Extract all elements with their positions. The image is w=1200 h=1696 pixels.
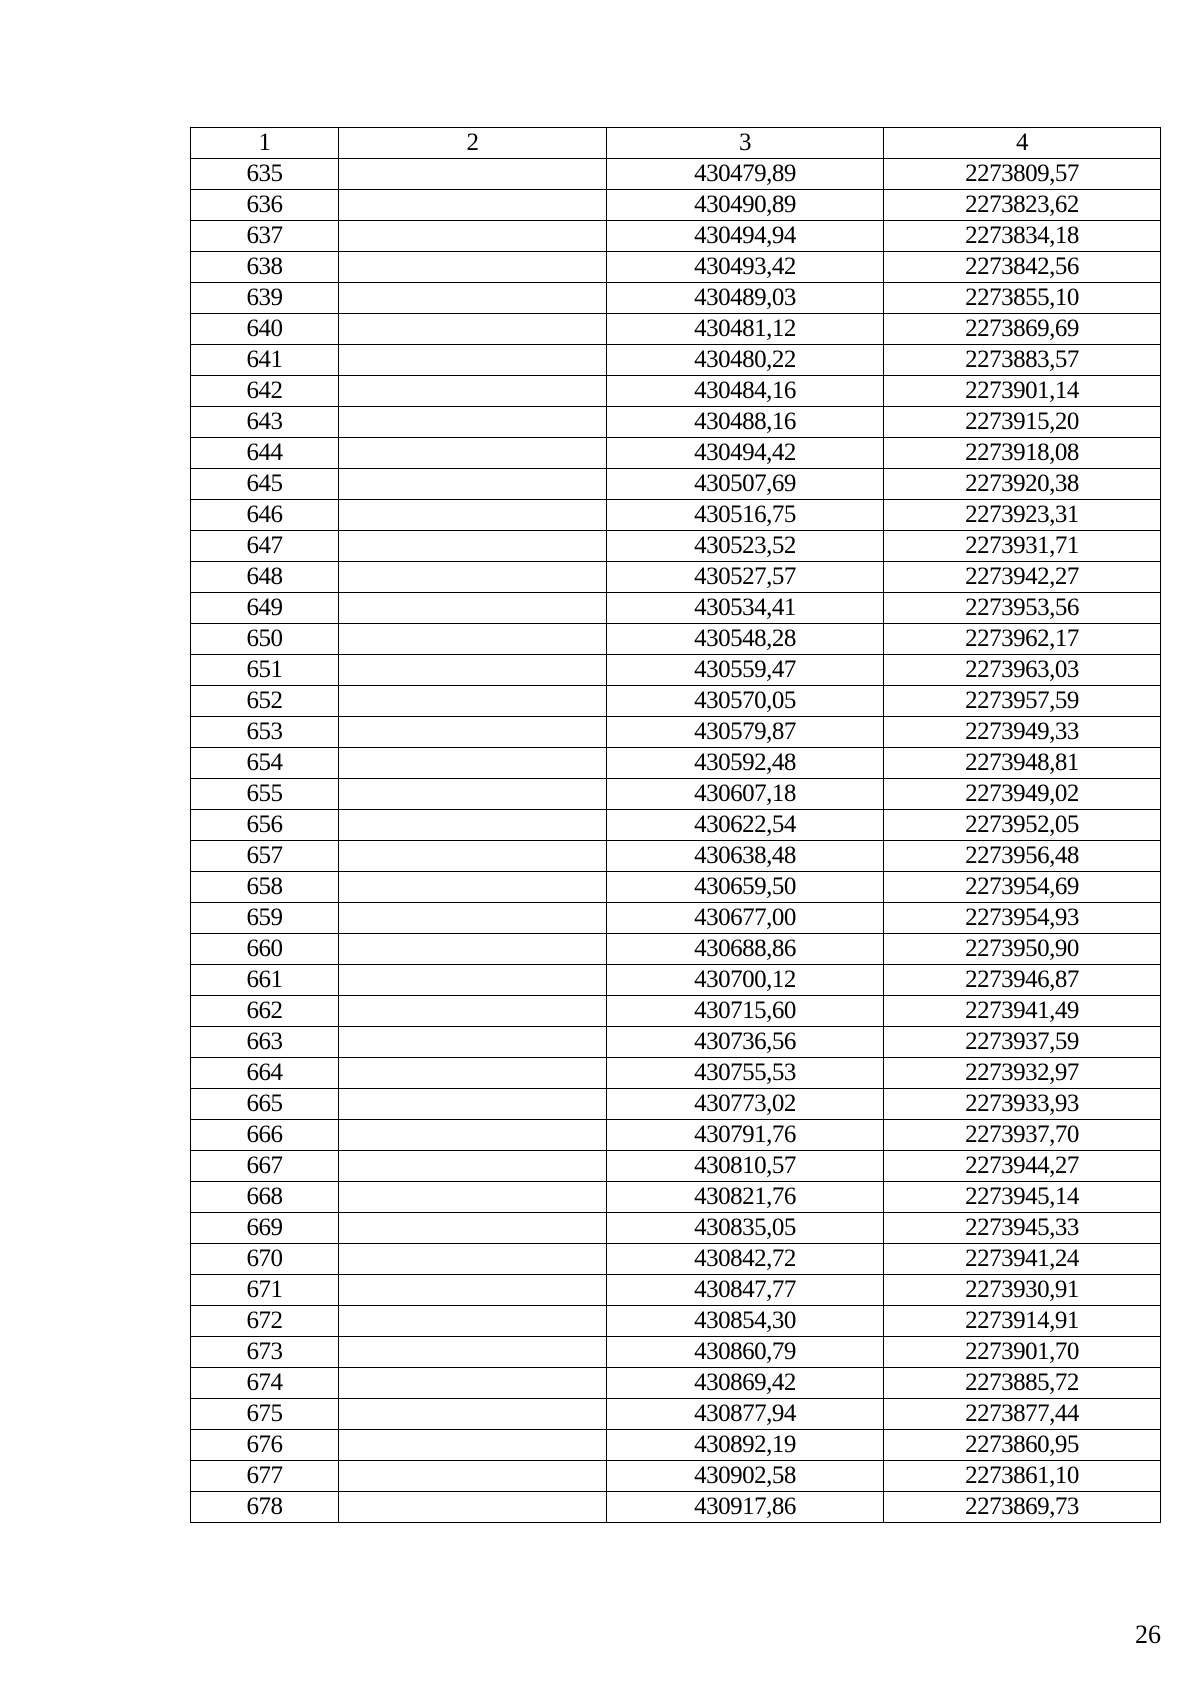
point-number-cell: 660 [191,934,339,965]
empty-cell [339,376,607,407]
table-row [191,531,1161,562]
y-coordinate-cell: 2273933,93 [884,1089,1161,1120]
point-number-cell: 670 [191,1244,339,1275]
point-number-cell: 664 [191,1058,339,1089]
point-number-cell: 650 [191,624,339,655]
point-number-cell: 637 [191,221,339,252]
table-row [191,407,1161,438]
table-row [191,1213,1161,1244]
x-coordinate-cell: 430755,53 [607,1058,884,1089]
y-coordinate-cell: 2273901,70 [884,1337,1161,1368]
point-number-cell: 674 [191,1368,339,1399]
x-coordinate-cell: 430622,54 [607,810,884,841]
y-coordinate-cell: 2273860,95 [884,1430,1161,1461]
point-number-cell: 636 [191,190,339,221]
empty-cell [339,159,607,190]
table-row [191,1027,1161,1058]
y-coordinate-cell: 2273923,31 [884,500,1161,531]
y-coordinate-cell: 2273885,72 [884,1368,1161,1399]
empty-cell [339,1275,607,1306]
y-coordinate-cell: 2273948,81 [884,748,1161,779]
point-number-cell: 642 [191,376,339,407]
x-coordinate-cell: 430507,69 [607,469,884,500]
column-header-3: 3 [607,128,884,159]
y-coordinate-cell: 2273937,59 [884,1027,1161,1058]
empty-cell [339,190,607,221]
x-coordinate-cell: 430736,56 [607,1027,884,1058]
point-number-cell: 673 [191,1337,339,1368]
empty-cell [339,1368,607,1399]
empty-cell [339,1399,607,1430]
point-number-cell: 666 [191,1120,339,1151]
table-row [191,1182,1161,1213]
page-number: 26 [1135,1620,1161,1649]
table-row [191,221,1161,252]
point-number-cell: 652 [191,686,339,717]
x-coordinate-cell: 430607,18 [607,779,884,810]
y-coordinate-cell: 2273861,10 [884,1461,1161,1492]
y-coordinate-cell: 2273930,91 [884,1275,1161,1306]
y-coordinate-cell: 2273952,05 [884,810,1161,841]
table-row [191,500,1161,531]
empty-cell [339,779,607,810]
table-row [191,1151,1161,1182]
empty-cell [339,469,607,500]
point-number-cell: 676 [191,1430,339,1461]
empty-cell [339,841,607,872]
y-coordinate-cell: 2273823,62 [884,190,1161,221]
point-number-cell: 658 [191,872,339,903]
x-coordinate-cell: 430570,05 [607,686,884,717]
table-row [191,283,1161,314]
y-coordinate-cell: 2273869,73 [884,1492,1161,1523]
point-number-cell: 647 [191,531,339,562]
table-row [191,1120,1161,1151]
header-row [191,128,1161,159]
point-number-cell: 640 [191,314,339,345]
table-header [191,128,1161,159]
table-row [191,717,1161,748]
table-row [191,159,1161,190]
point-number-cell: 668 [191,1182,339,1213]
empty-cell [339,562,607,593]
point-number-cell: 653 [191,717,339,748]
empty-cell [339,686,607,717]
x-coordinate-cell: 430516,75 [607,500,884,531]
table-row [191,996,1161,1027]
point-number-cell: 639 [191,283,339,314]
table-row [191,1399,1161,1430]
empty-cell [339,1213,607,1244]
table-row [191,965,1161,996]
y-coordinate-cell: 2273949,33 [884,717,1161,748]
x-coordinate-cell: 430902,58 [607,1461,884,1492]
x-coordinate-cell: 430773,02 [607,1089,884,1120]
point-number-cell: 675 [191,1399,339,1430]
x-coordinate-cell: 430559,47 [607,655,884,686]
table-row [191,252,1161,283]
y-coordinate-cell: 2273942,27 [884,562,1161,593]
y-coordinate-cell: 2273931,71 [884,531,1161,562]
point-number-cell: 644 [191,438,339,469]
empty-cell [339,283,607,314]
empty-cell [339,345,607,376]
empty-cell [339,1089,607,1120]
y-coordinate-cell: 2273950,90 [884,934,1161,965]
coordinates-table [190,127,1161,1523]
y-coordinate-cell: 2273949,02 [884,779,1161,810]
y-coordinate-cell: 2273877,44 [884,1399,1161,1430]
x-coordinate-cell: 430821,76 [607,1182,884,1213]
empty-cell [339,314,607,345]
y-coordinate-cell: 2273953,56 [884,593,1161,624]
x-coordinate-cell: 430489,03 [607,283,884,314]
x-coordinate-cell: 430479,89 [607,159,884,190]
empty-cell [339,1461,607,1492]
table-row [191,779,1161,810]
x-coordinate-cell: 430688,86 [607,934,884,965]
point-number-cell: 677 [191,1461,339,1492]
point-number-cell: 667 [191,1151,339,1182]
y-coordinate-cell: 2273962,17 [884,624,1161,655]
table-row [191,1368,1161,1399]
point-number-cell: 635 [191,159,339,190]
table-row [191,562,1161,593]
x-coordinate-cell: 430490,89 [607,190,884,221]
empty-cell [339,965,607,996]
x-coordinate-cell: 430715,60 [607,996,884,1027]
y-coordinate-cell: 2273918,08 [884,438,1161,469]
point-number-cell: 656 [191,810,339,841]
empty-cell [339,1027,607,1058]
point-number-cell: 672 [191,1306,339,1337]
x-coordinate-cell: 430523,52 [607,531,884,562]
table-row [191,934,1161,965]
table-row [191,903,1161,934]
empty-cell [339,1244,607,1275]
x-coordinate-cell: 430488,16 [607,407,884,438]
table-row [191,1337,1161,1368]
y-coordinate-cell: 2273941,49 [884,996,1161,1027]
empty-cell [339,810,607,841]
point-number-cell: 648 [191,562,339,593]
y-coordinate-cell: 2273914,91 [884,1306,1161,1337]
y-coordinate-cell: 2273963,03 [884,655,1161,686]
x-coordinate-cell: 430638,48 [607,841,884,872]
empty-cell [339,1151,607,1182]
table-row [191,686,1161,717]
y-coordinate-cell: 2273945,33 [884,1213,1161,1244]
table-row [191,438,1161,469]
y-coordinate-cell: 2273941,24 [884,1244,1161,1275]
empty-cell [339,903,607,934]
y-coordinate-cell: 2273834,18 [884,221,1161,252]
table-row [191,1461,1161,1492]
point-number-cell: 654 [191,748,339,779]
x-coordinate-cell: 430854,30 [607,1306,884,1337]
x-coordinate-cell: 430835,05 [607,1213,884,1244]
y-coordinate-cell: 2273809,57 [884,159,1161,190]
empty-cell [339,252,607,283]
y-coordinate-cell: 2273883,57 [884,345,1161,376]
column-header-4: 4 [884,128,1161,159]
empty-cell [339,438,607,469]
y-coordinate-cell: 2273957,59 [884,686,1161,717]
column-header-2: 2 [339,128,607,159]
y-coordinate-cell: 2273954,93 [884,903,1161,934]
empty-cell [339,1058,607,1089]
table-row [191,190,1161,221]
point-number-cell: 638 [191,252,339,283]
x-coordinate-cell: 430527,57 [607,562,884,593]
table-row [191,655,1161,686]
point-number-cell: 645 [191,469,339,500]
y-coordinate-cell: 2273946,87 [884,965,1161,996]
x-coordinate-cell: 430700,12 [607,965,884,996]
y-coordinate-cell: 2273915,20 [884,407,1161,438]
table-row [191,1275,1161,1306]
x-coordinate-cell: 430494,94 [607,221,884,252]
point-number-cell: 651 [191,655,339,686]
y-coordinate-cell: 2273956,48 [884,841,1161,872]
column-header-1: 1 [191,128,339,159]
empty-cell [339,531,607,562]
empty-cell [339,593,607,624]
point-number-cell: 671 [191,1275,339,1306]
table-row [191,345,1161,376]
y-coordinate-cell: 2273944,27 [884,1151,1161,1182]
x-coordinate-cell: 430917,86 [607,1492,884,1523]
empty-cell [339,1306,607,1337]
y-coordinate-cell: 2273932,97 [884,1058,1161,1089]
point-number-cell: 649 [191,593,339,624]
y-coordinate-cell: 2273954,69 [884,872,1161,903]
table-row [191,593,1161,624]
y-coordinate-cell: 2273855,10 [884,283,1161,314]
point-number-cell: 661 [191,965,339,996]
empty-cell [339,996,607,1027]
x-coordinate-cell: 430579,87 [607,717,884,748]
empty-cell [339,407,607,438]
x-coordinate-cell: 430791,76 [607,1120,884,1151]
empty-cell [339,1337,607,1368]
table-row [191,1244,1161,1275]
table-row [191,872,1161,903]
x-coordinate-cell: 430484,16 [607,376,884,407]
empty-cell [339,1430,607,1461]
point-number-cell: 665 [191,1089,339,1120]
point-number-cell: 641 [191,345,339,376]
empty-cell [339,934,607,965]
point-number-cell: 657 [191,841,339,872]
empty-cell [339,872,607,903]
x-coordinate-cell: 430810,57 [607,1151,884,1182]
table-row [191,1430,1161,1461]
empty-cell [339,1182,607,1213]
empty-cell [339,655,607,686]
point-number-cell: 663 [191,1027,339,1058]
y-coordinate-cell: 2273901,14 [884,376,1161,407]
x-coordinate-cell: 430494,42 [607,438,884,469]
table-row [191,1058,1161,1089]
table-row [191,624,1161,655]
x-coordinate-cell: 430493,42 [607,252,884,283]
empty-cell [339,221,607,252]
point-number-cell: 659 [191,903,339,934]
y-coordinate-cell: 2273945,14 [884,1182,1161,1213]
point-number-cell: 655 [191,779,339,810]
table-body [191,159,1161,1523]
x-coordinate-cell: 430677,00 [607,903,884,934]
y-coordinate-cell: 2273869,69 [884,314,1161,345]
table-row [191,1306,1161,1337]
x-coordinate-cell: 430481,12 [607,314,884,345]
point-number-cell: 669 [191,1213,339,1244]
x-coordinate-cell: 430534,41 [607,593,884,624]
x-coordinate-cell: 430860,79 [607,1337,884,1368]
x-coordinate-cell: 430480,22 [607,345,884,376]
table-row [191,376,1161,407]
x-coordinate-cell: 430659,50 [607,872,884,903]
x-coordinate-cell: 430592,48 [607,748,884,779]
x-coordinate-cell: 430892,19 [607,1430,884,1461]
empty-cell [339,624,607,655]
empty-cell [339,748,607,779]
y-coordinate-cell: 2273920,38 [884,469,1161,500]
empty-cell [339,500,607,531]
table-row [191,810,1161,841]
table-row [191,748,1161,779]
table-row [191,469,1161,500]
y-coordinate-cell: 2273842,56 [884,252,1161,283]
x-coordinate-cell: 430548,28 [607,624,884,655]
point-number-cell: 646 [191,500,339,531]
empty-cell [339,1492,607,1523]
point-number-cell: 678 [191,1492,339,1523]
empty-cell [339,717,607,748]
x-coordinate-cell: 430877,94 [607,1399,884,1430]
table-row [191,841,1161,872]
empty-cell [339,1120,607,1151]
y-coordinate-cell: 2273937,70 [884,1120,1161,1151]
table-row [191,314,1161,345]
point-number-cell: 662 [191,996,339,1027]
x-coordinate-cell: 430869,42 [607,1368,884,1399]
point-number-cell: 643 [191,407,339,438]
x-coordinate-cell: 430847,77 [607,1275,884,1306]
table-row [191,1492,1161,1523]
x-coordinate-cell: 430842,72 [607,1244,884,1275]
table-row [191,1089,1161,1120]
